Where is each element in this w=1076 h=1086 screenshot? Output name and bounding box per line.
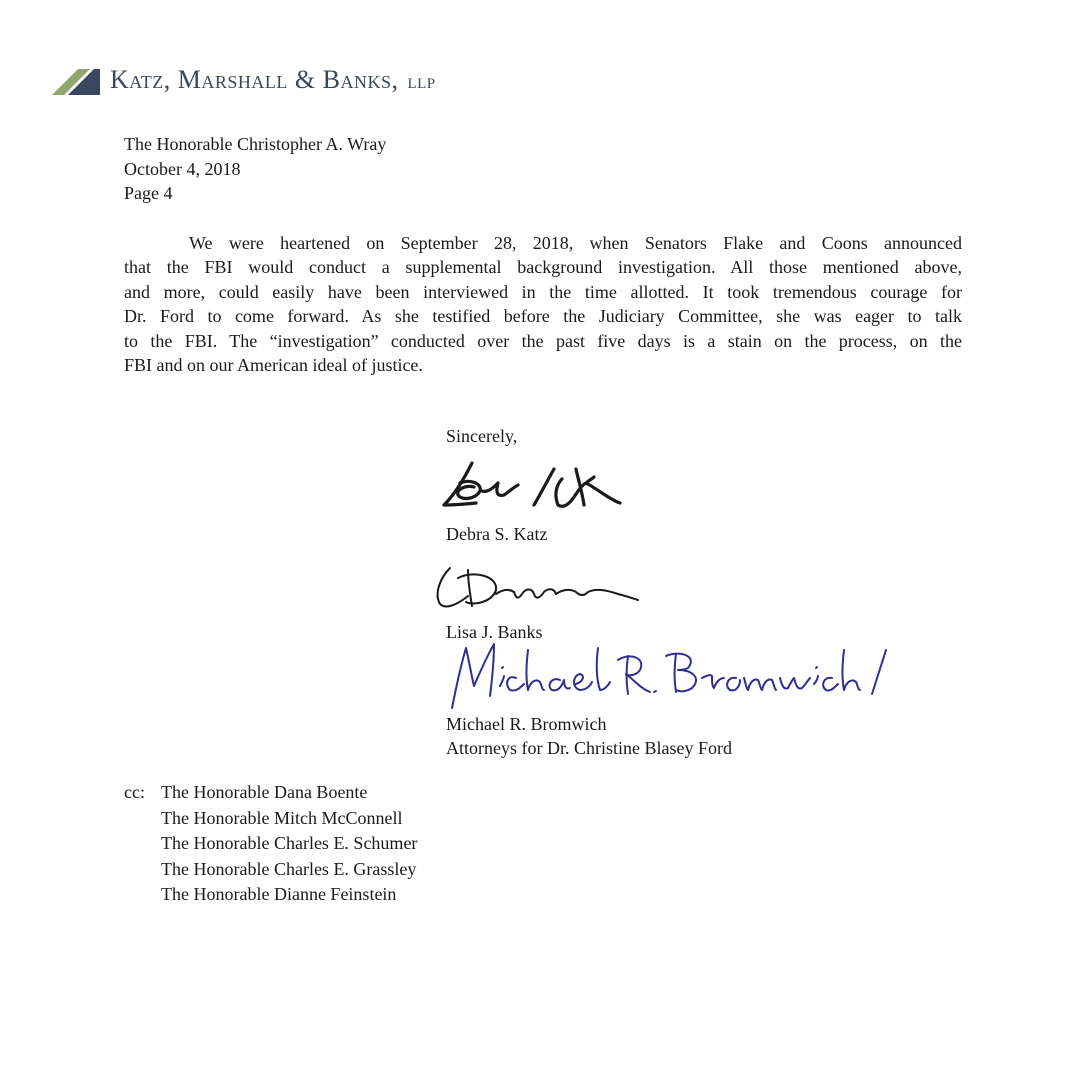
signature-banks [428, 560, 648, 618]
page-number: Page 4 [124, 183, 173, 203]
cc-row [124, 806, 417, 832]
firm-logo-icon [52, 65, 100, 95]
cc-row [124, 780, 417, 806]
body-line: We were heartened on September 28, 2018, when Senators Flake and Coons announced [189, 233, 962, 253]
firm-name-main: Katz, Marshall & Banks, [110, 65, 399, 94]
body-line: and more, could easily have been interviewed in the time allotted. It took tremendous courage for [124, 281, 962, 302]
date-line: October 4, 2018 [124, 158, 241, 179]
address-block [124, 132, 386, 206]
body-line: to the FBI. The “investigation” conducted over the past five days is a stain on the process, on the [124, 330, 962, 351]
cc-row [124, 882, 417, 908]
signature-bromwich [440, 638, 890, 712]
letterhead [52, 60, 436, 100]
cc-recipient: The Honorable Charles E. Schumer [161, 833, 418, 853]
firm-name [110, 65, 436, 95]
firm-name-suffix: LLP [407, 76, 436, 92]
body-line: Dr. Ford to come forward. As she testified before the Judiciary Committee, she was eager to talk [124, 306, 962, 327]
signature-katz [436, 455, 636, 521]
body-line: FBI and on our American ideal of justice. [124, 355, 423, 376]
signatory-name: Michael R. Bromwich [446, 714, 607, 734]
cc-recipient: The Honorable Dana Boente [161, 782, 368, 802]
cc-list [124, 780, 417, 908]
cc-recipient: The Honorable Mitch McConnell [161, 807, 403, 828]
signatory-name: Debra S. Katz [446, 524, 548, 544]
signatory-name: Lisa J. Banks [446, 622, 543, 642]
cc-recipient: The Honorable Charles E. Grassley [161, 858, 417, 879]
signatory-role: Attorneys for Dr. Christine Blasey Ford [446, 738, 732, 758]
cc-row [124, 831, 417, 857]
cc-label: cc: [124, 782, 145, 802]
recipient-line: The Honorable Christopher A. Wray [124, 134, 387, 154]
cc-recipient: The Honorable Dianne Feinstein [161, 884, 397, 904]
cc-row [124, 857, 417, 883]
body-line: that the FBI would conduct a supplemental background investigation. All those mentioned above, [124, 257, 962, 278]
closing-salutation: Sincerely, [446, 426, 518, 446]
body-paragraph [124, 231, 962, 377]
